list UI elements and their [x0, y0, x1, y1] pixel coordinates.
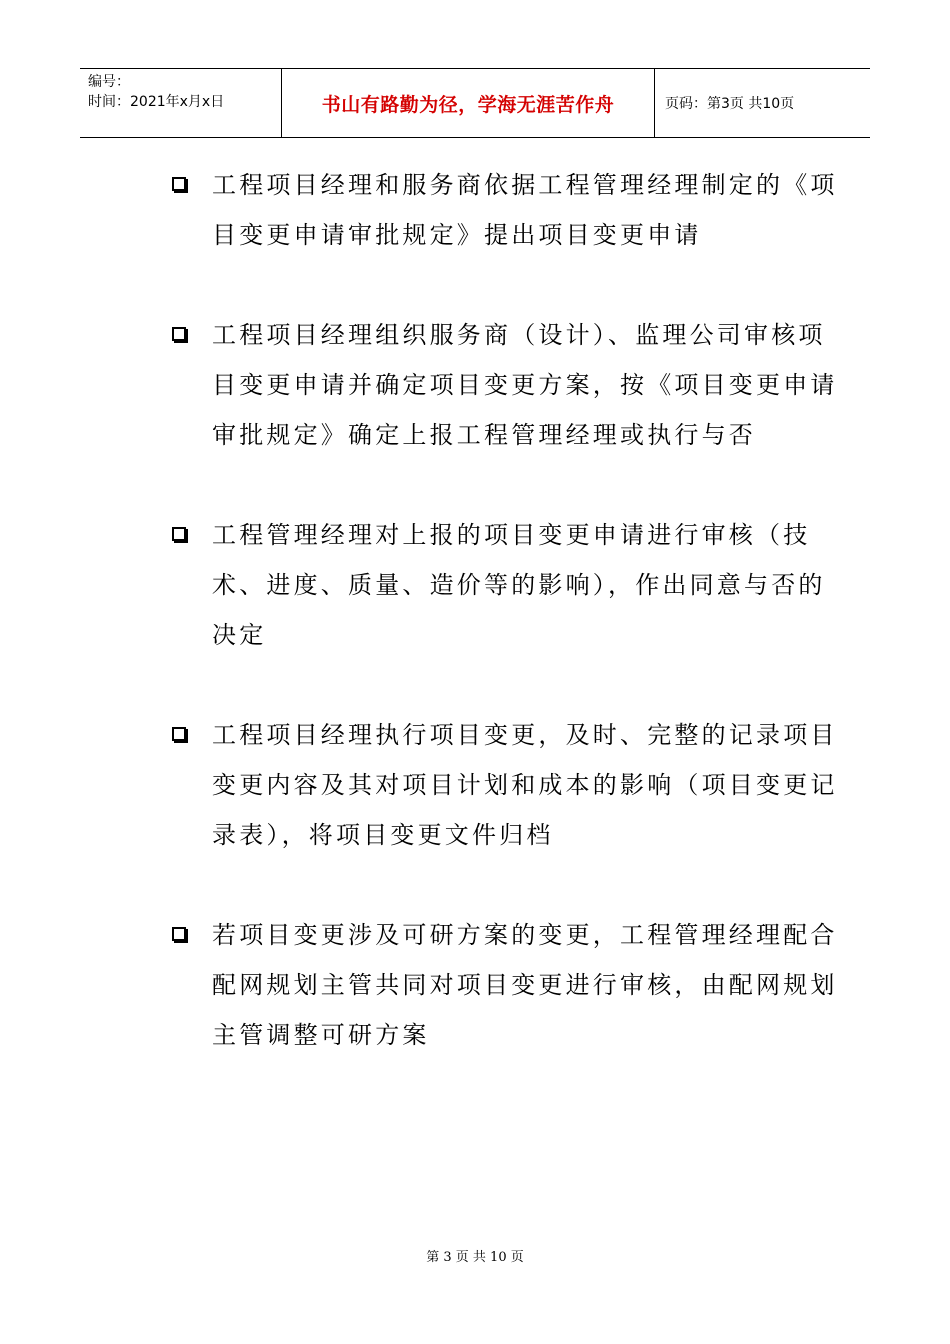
- checkbox-bullet-icon: [172, 177, 186, 191]
- list-item-text: 若项目变更涉及可研方案的变更，工程管理经理配合配网规划主管共同对项目变更进行审核，由配网规划主管调整可研方案: [212, 921, 838, 1049]
- checkbox-bullet-icon: [172, 327, 186, 341]
- list-item-text: 工程管理经理对上报的项目变更申请进行审核（技术、进度、质量、造价等的影响），作出同意与否的决定: [212, 521, 826, 649]
- list-item: [172, 510, 852, 660]
- number-label: 编号：: [88, 74, 130, 90]
- page-header: [80, 68, 870, 138]
- checkbox-bullet-icon: [172, 527, 186, 541]
- list-item-text: 工程项目经理执行项目变更，及时、完整的记录项目变更内容及其对项目计划和成本的影响（项目变更记录表），将项目变更文件归档: [212, 721, 838, 849]
- page-footer: 第 3 页 共 10 页: [426, 1250, 524, 1265]
- checkbox-bullet-icon: [172, 927, 186, 941]
- list-item: [172, 910, 852, 1060]
- list-item: [172, 710, 852, 860]
- list-item-text: 工程项目经理和服务商依据工程管理经理制定的《项目变更申请审批规定》提出项目变更申请: [212, 171, 838, 249]
- list-item: [172, 160, 852, 260]
- document-body: [172, 160, 852, 1110]
- list-item-text: 工程项目经理组织服务商（设计）、监理公司审核项目变更申请并确定项目变更方案，按《项目变更申请审批规定》确定上报工程管理经理或执行与否: [212, 321, 838, 449]
- list-item: [172, 310, 852, 460]
- header-meta: [80, 69, 282, 137]
- header-motto: 书山有路勤为径，学海无涯苦作舟: [282, 69, 655, 137]
- time-label: 时间：2021年x月x日: [88, 94, 225, 110]
- header-page-info: 页码：第3页 共10页: [665, 96, 795, 112]
- checkbox-bullet-icon: [172, 727, 186, 741]
